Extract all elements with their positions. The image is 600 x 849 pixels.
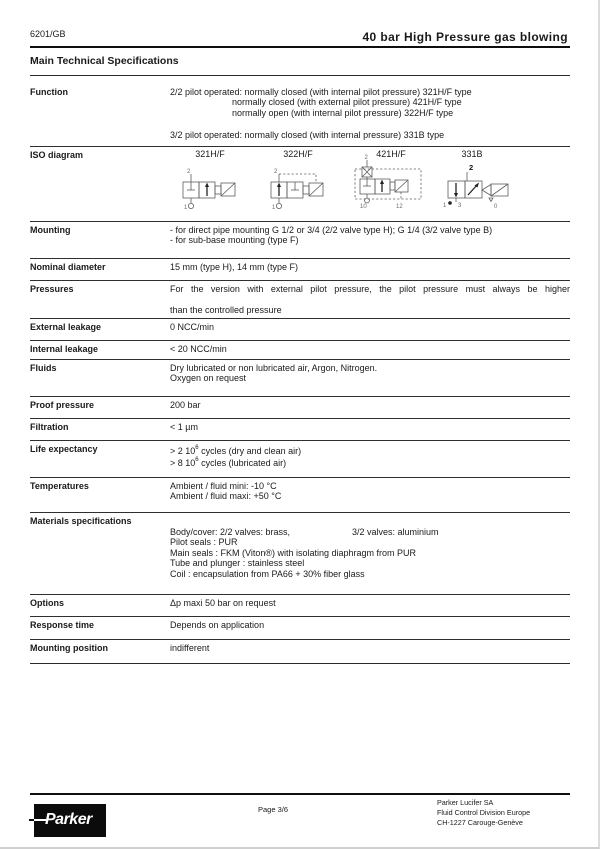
value-text: > 8 10 — [170, 458, 196, 469]
spec-value-line: Oxygen on request — [170, 373, 247, 384]
svg-text:1: 1 — [272, 205, 276, 211]
svg-text:3: 3 — [458, 203, 462, 209]
spec-row-pressures — [30, 280, 570, 319]
iso-column-421hf: 421H/F — [376, 149, 406, 159]
spec-value-line — [170, 456, 570, 468]
spec-value-line: 200 bar — [170, 400, 201, 410]
spec-value-line: 2/2 pilot operated: normally closed (with internal pilot pressure) 321H/F type — [170, 87, 472, 97]
spec-value-line: Ambient / fluid maxi: +50 °C — [170, 491, 282, 502]
logo-text: Parker — [45, 811, 92, 828]
iso-column-331b: 331B — [461, 149, 483, 159]
spec-label-options: Options — [30, 598, 64, 608]
section-title: Main Technical Specifications — [30, 55, 179, 67]
spec-label-mounting: Mounting — [30, 225, 71, 235]
spec-value-line: Coil : encapsulation from PA66 + 30% fiber glass — [170, 568, 365, 579]
svg-text:2: 2 — [274, 169, 278, 175]
table-bottom-rule — [30, 663, 570, 664]
svg-text:2: 2 — [364, 155, 368, 161]
spec-label-mounting-position: Mounting position — [30, 643, 108, 653]
valve-symbol-421hf-icon — [346, 151, 436, 213]
spec-value-line: 0 NCC/min — [170, 322, 215, 332]
svg-text:2: 2 — [187, 169, 191, 175]
value-text: cycles (dry and clean air) — [198, 446, 302, 456]
spec-value-line: indifferent — [170, 643, 210, 653]
svg-text:0: 0 — [494, 204, 498, 210]
spec-row-materials — [30, 512, 570, 595]
spec-row-filtration — [30, 418, 570, 441]
spec-row-temperatures — [30, 477, 570, 513]
spacer — [170, 118, 570, 130]
spec-value-line: normally closed (with external pilot pressure) 421H/F type — [232, 97, 462, 108]
spec-value-line: Tube and plunger : stainless steel — [170, 558, 305, 569]
spec-value-line: Pilot seals : PUR — [170, 537, 238, 548]
spec-row-options — [30, 594, 570, 617]
spec-value-line: - for sub-base mounting (type F) — [170, 235, 299, 246]
svg-text:10: 10 — [360, 204, 367, 210]
spec-row-iso-diagram — [30, 146, 570, 222]
page-number: Page 3/6 — [258, 805, 289, 814]
parker-logo — [34, 804, 106, 837]
spec-row-function — [30, 84, 570, 146]
superscript: 6 — [195, 445, 199, 451]
spec-row-mounting — [30, 221, 570, 259]
spec-row-life-expectancy — [30, 440, 570, 478]
spec-row-proof-pressure — [30, 396, 570, 419]
spec-label-proof-pressure: Proof pressure — [30, 400, 95, 410]
section-rule — [30, 75, 570, 76]
company-line: Parker Lucifer SA — [437, 798, 494, 807]
company-line: Fluid Control Division Europe — [437, 808, 531, 817]
page-title: 40 bar High Pressure gas blowing — [362, 30, 568, 44]
spec-row-response-time — [30, 616, 570, 640]
spec-value-line: < 20 NCC/min — [170, 344, 227, 354]
value-text: 3/2 valves: aluminium — [352, 527, 439, 537]
spec-label-function: Function — [30, 87, 68, 97]
value-text: cycles (lubricated air) — [198, 458, 287, 469]
spec-label-pressures: Pressures — [30, 284, 74, 294]
spec-label-nominal-diameter: Nominal diameter — [30, 262, 106, 272]
spec-value-line: Depends on application — [170, 620, 265, 630]
iso-column-321hf: 321H/F — [195, 149, 225, 159]
spec-value-line: than the controlled pressure — [170, 304, 282, 315]
value-text: > 2 10 — [170, 446, 196, 456]
valve-symbol-331b-icon — [427, 156, 517, 216]
spec-value-line: 15 mm (type H), 14 mm (type F) — [170, 262, 299, 272]
spec-value-line — [170, 527, 570, 537]
spec-value-line: normally open (with internal pilot pressure) 322H/F type — [232, 107, 454, 118]
spec-label-temperatures: Temperatures — [30, 481, 89, 491]
spec-row-fluids — [30, 359, 570, 397]
svg-text:2: 2 — [469, 163, 474, 172]
header-rule — [30, 46, 570, 48]
spec-row-internal-leakage — [30, 340, 570, 360]
company-address — [437, 798, 530, 828]
valve-symbol-321hf-icon — [165, 156, 255, 216]
svg-text:12: 12 — [396, 204, 403, 210]
spec-label-response-time: Response time — [30, 620, 95, 630]
spec-value-line: For the version with external pilot pressure, the pilot pressure must always be higher — [170, 284, 570, 294]
value-text: Body/cover: 2/2 valves: brass, — [170, 527, 291, 537]
spec-value-line — [170, 444, 570, 456]
spec-label-filtration: Filtration — [30, 422, 69, 432]
spec-value-line: Δp maxi 50 bar on request — [170, 598, 276, 608]
spec-value-line: < 1 µm — [170, 422, 198, 432]
spec-value-line: 3/2 pilot operated: normally closed (with internal pressure) 331B type — [170, 130, 445, 141]
valve-symbol-322hf-icon — [253, 156, 343, 216]
iso-column-322hf: 322H/F — [283, 149, 313, 159]
document-reference: 6201/GB — [30, 29, 66, 39]
svg-text:1: 1 — [443, 203, 447, 209]
spec-row-nominal-diameter — [30, 258, 570, 281]
spec-value-line: Dry lubricated or non lubricated air, Argon, Nitrogen. — [170, 363, 378, 373]
spec-row-external-leakage — [30, 318, 570, 341]
superscript: 6 — [195, 457, 199, 464]
spec-row-mounting-position — [30, 639, 570, 664]
spec-label-fluids: Fluids — [30, 363, 57, 373]
spec-label-materials: Materials specifications — [30, 516, 132, 526]
spec-value-line: Main seals : FKM (Viton®) with isolating diaphragm from PUR — [170, 547, 417, 558]
spec-value-line: - for direct pipe mounting G 1/2 or 3/4 (2/2 valve type H); G 1/4 (3/2 valve type B) — [170, 225, 493, 235]
spec-label-iso-diagram: ISO diagram — [30, 150, 84, 160]
spec-label-internal-leakage: Internal leakage — [30, 344, 99, 354]
spec-value-line: Ambient / fluid mini: -10 °C — [170, 481, 277, 491]
spec-label-life-expectancy: Life expectancy — [30, 444, 98, 454]
spec-label-external-leakage: External leakage — [30, 322, 102, 332]
svg-text:1: 1 — [184, 205, 188, 211]
footer-rule — [30, 793, 570, 795]
company-line: CH-1227 Carouge-Genève — [437, 818, 523, 827]
